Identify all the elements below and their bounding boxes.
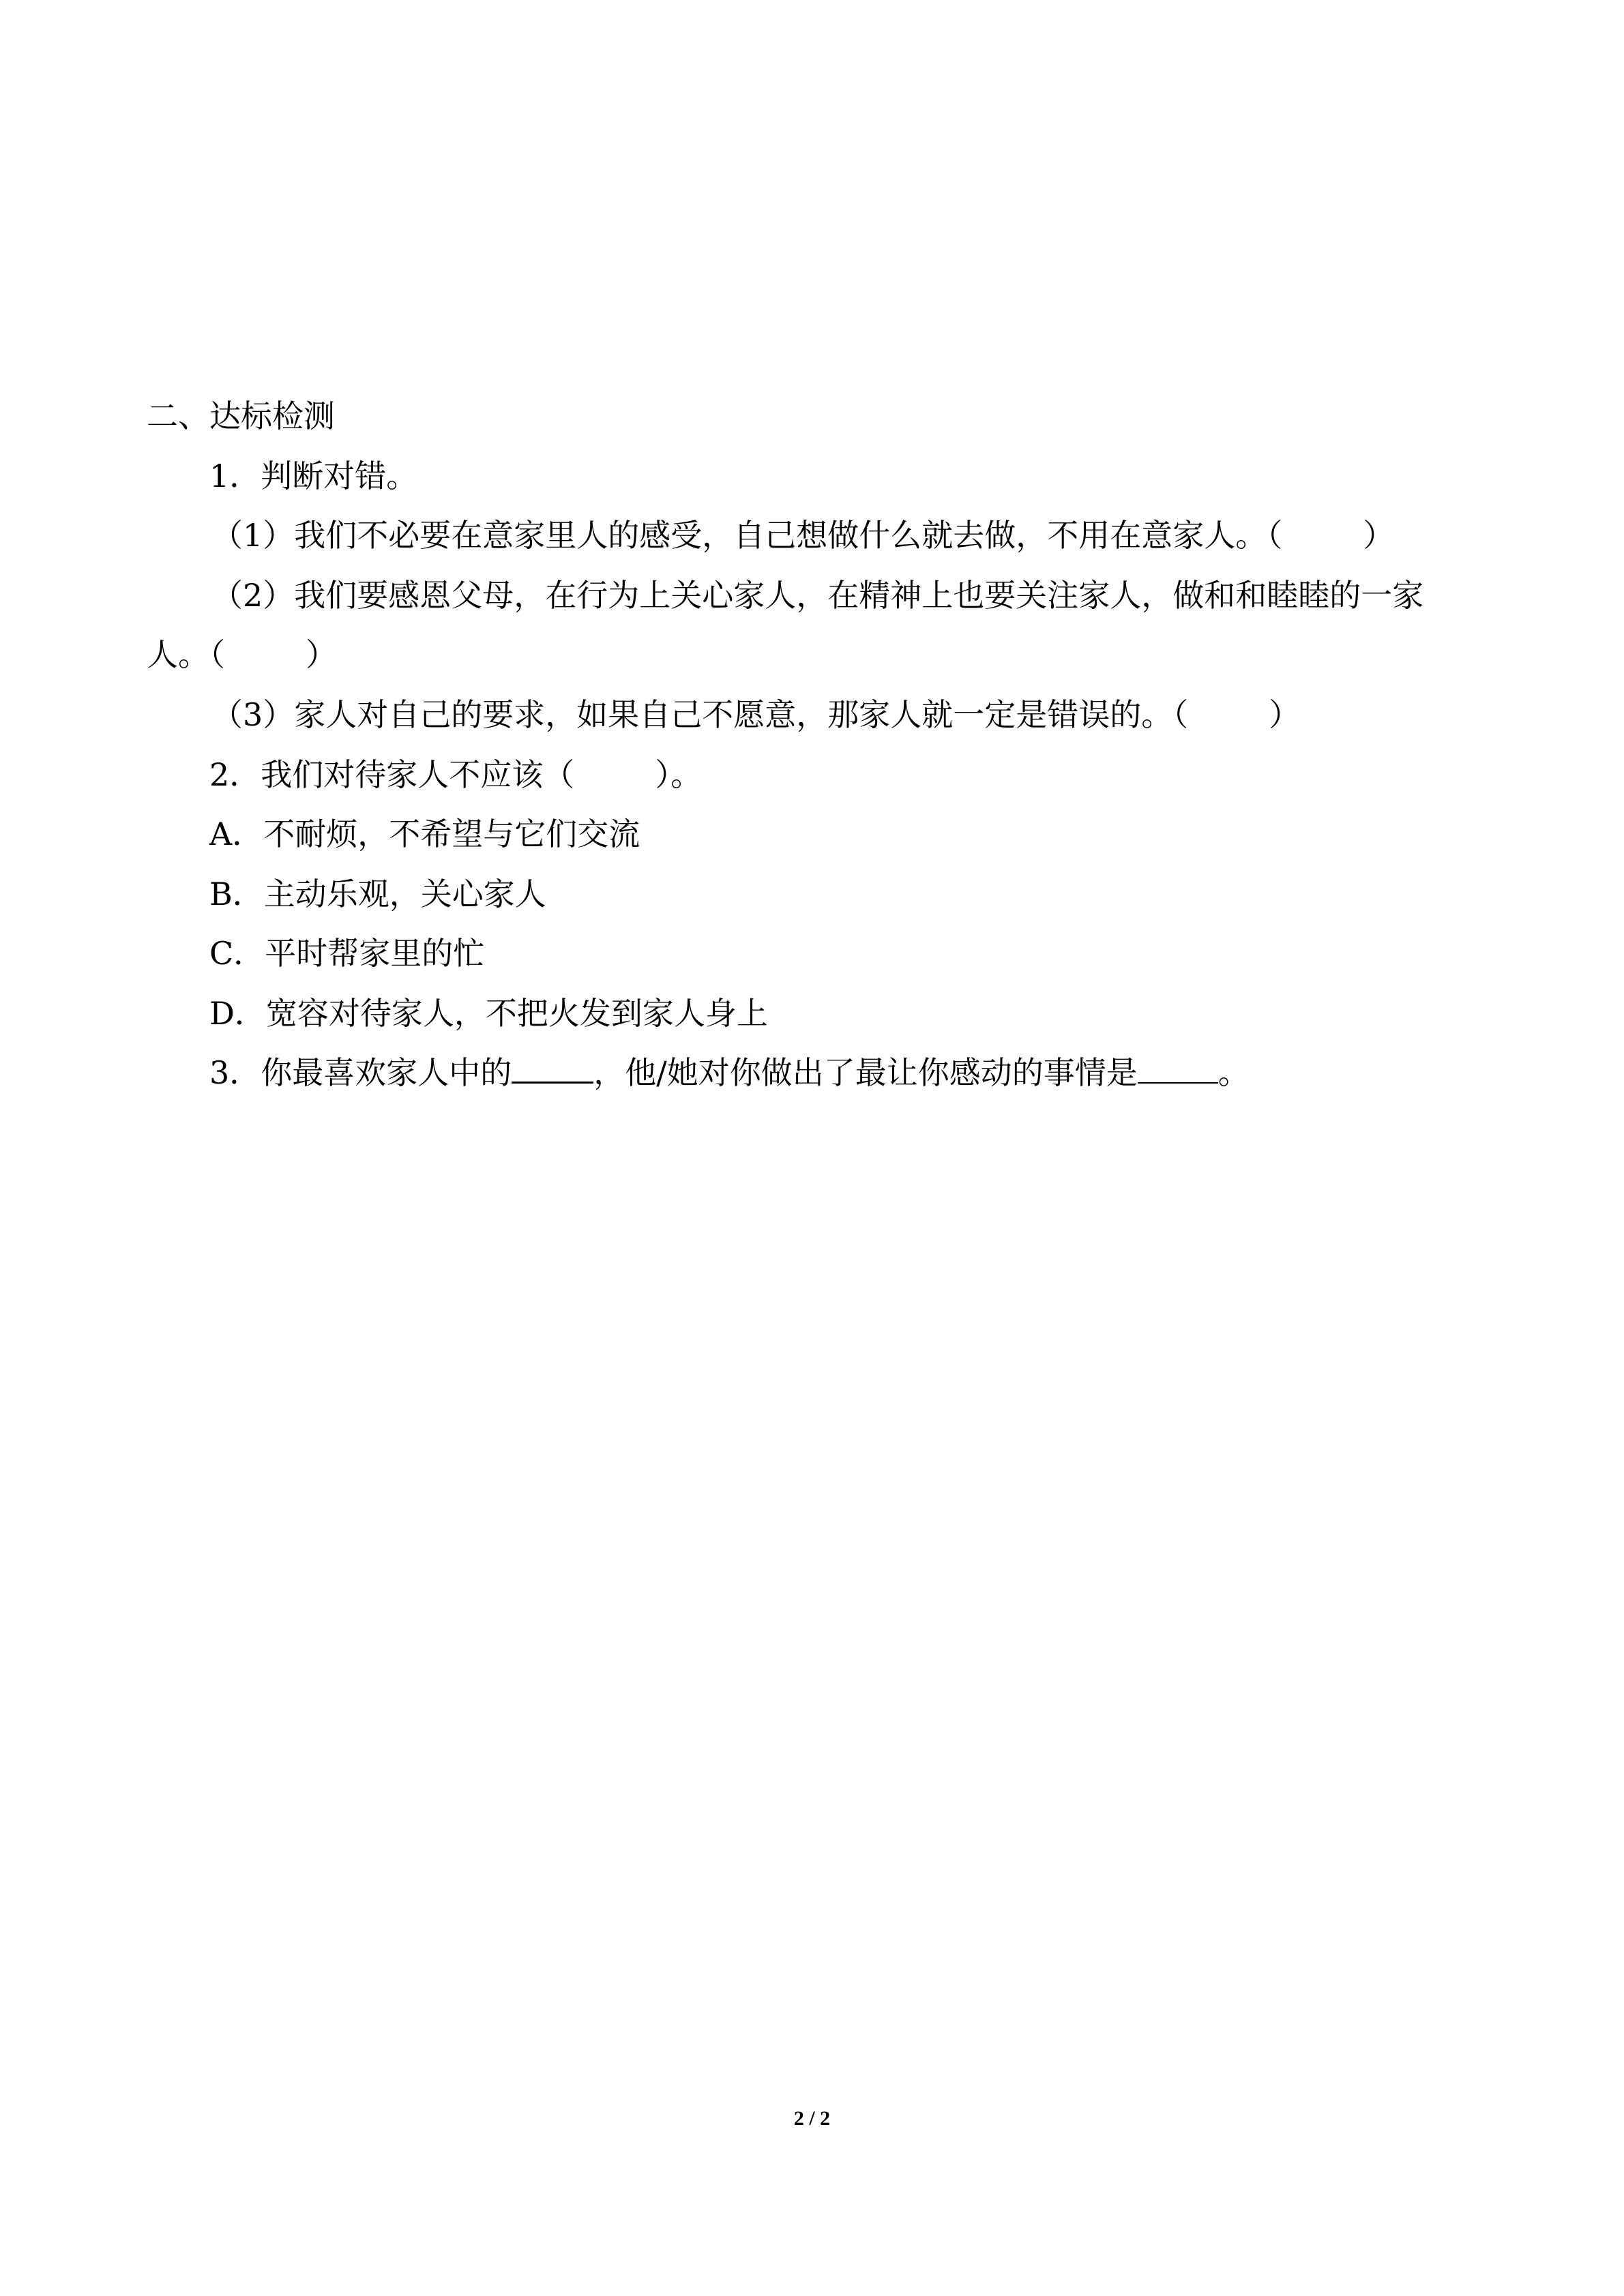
question-2-stem-text: 2．我们对待家人不应该（: [209, 756, 575, 793]
page-number: 2 / 2: [793, 2107, 831, 2130]
question-1-item-3-close-paren: ）: [1269, 696, 1301, 733]
question-1-stem-text: 1．判断对错。: [209, 458, 418, 494]
option-b-text: B．主动乐观，关心家人: [209, 876, 546, 912]
question-2-option-c: [209, 933, 484, 974]
question-1-item-3: [211, 694, 1300, 735]
question-1-item-1: [211, 515, 1394, 556]
question-1-item-2-line-1: [211, 575, 1423, 616]
question-1-item-2-text: （2）我们要感恩父母，在行为上关心家人，在精神上也要关注家人，做和和睦睦的一家: [211, 577, 1424, 614]
question-1-item-1-close-paren: ）: [1363, 517, 1395, 554]
fill-in-blank-family-member[interactable]: [512, 1054, 593, 1084]
page-number-footer: [0, 2107, 1624, 2130]
question-2-option-b: [209, 874, 546, 914]
option-a-text: A．不耐烦，不希望与它们交流: [209, 816, 640, 852]
question-1-item-2-close-paren: ）: [306, 636, 337, 673]
option-d-text: D．宽容对待家人，不把火发到家人身上: [209, 995, 768, 1032]
section-title: [147, 396, 335, 436]
question-1-item-3-text: （3）家人对自己的要求，如果自己不愿意，那家人就一定是错误的。（: [211, 696, 1189, 733]
section-title-text: 二、达标检测: [147, 398, 335, 434]
question-1-item-1-text: （1）我们不必要在意家里人的感受，自己想做什么就去做，不用在意家人。（: [211, 517, 1283, 554]
question-1-item-2-line-2: [147, 634, 337, 675]
question-1-item-2-text-cont: 人。（: [147, 636, 225, 673]
question-3-text-part-1: 3．你最喜欢家人中的: [209, 1054, 512, 1091]
question-2-stem: [209, 754, 702, 795]
question-2-option-d: [209, 993, 768, 1034]
fill-in-blank-touching-event[interactable]: [1138, 1055, 1218, 1084]
question-3-text-part-2: ，他/她对你做出了最让你感动的事情是: [593, 1054, 1138, 1091]
question-2-option-a: [209, 814, 640, 854]
option-c-text: C．平时帮家里的忙: [209, 935, 485, 972]
question-3: [209, 1052, 1250, 1093]
question-2-stem-close: ）。: [655, 756, 703, 793]
question-1-stem: [209, 456, 417, 496]
question-3-text-part-3: 。: [1217, 1054, 1250, 1091]
